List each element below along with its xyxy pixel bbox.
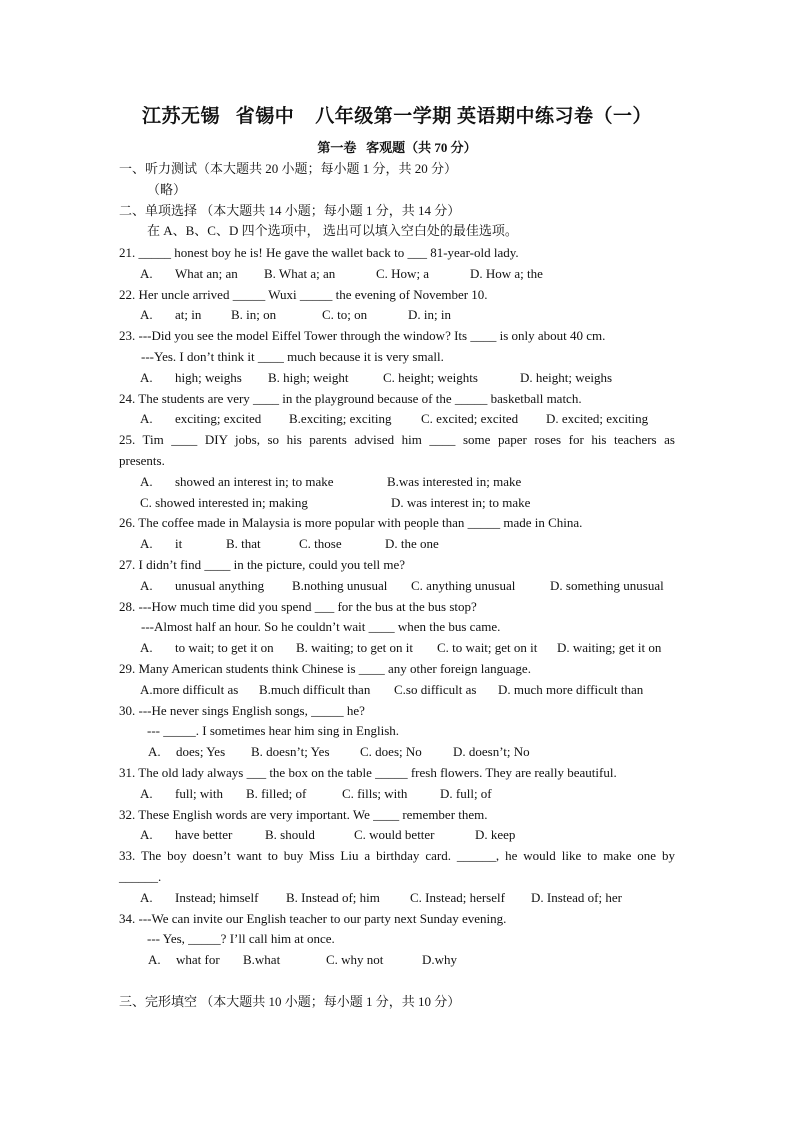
option-a: A.more difficult as <box>140 682 239 697</box>
question-34-stem-2: --- Yes, _____? I’ll call him at once. <box>147 931 335 946</box>
option-a: showed an interest in; to make <box>175 474 334 489</box>
option-b: B. Instead of; him <box>286 890 380 905</box>
question-23-options <box>0 370 794 386</box>
option-d: D. Instead of; her <box>531 890 622 905</box>
question-28-options <box>0 640 794 656</box>
question-24-options <box>0 411 794 427</box>
question-25-options-row-2 <box>0 495 794 511</box>
option-c: C. anything unusual <box>411 578 516 593</box>
option-b: B.exciting; exciting <box>289 411 392 426</box>
question-31-stem: 31. The old lady always ___ the box on the table _____ fresh flowers. They are really beautiful. <box>119 765 617 780</box>
option-a-label: A. <box>140 266 153 281</box>
option-a-label: A. <box>140 786 153 801</box>
option-b: B. waiting; to get on it <box>296 640 413 655</box>
option-b: B. doesn’t; Yes <box>251 744 330 759</box>
question-30-stem-2: --- _____. I sometimes hear him sing in English. <box>147 723 400 738</box>
option-c: C. to wait; get on it <box>437 640 538 655</box>
option-b: B. high; weight <box>268 370 349 385</box>
question-32-stem: 32. These English words are very important. We ____ remember them. <box>119 807 488 822</box>
option-d: D. excited; exciting <box>546 411 649 426</box>
question-29-stem: 29. Many American students think Chinese is ____ any other foreign language. <box>119 661 531 676</box>
question-31-options <box>0 786 794 802</box>
option-a: does; Yes <box>176 744 226 759</box>
option-c: C. to; on <box>322 307 368 322</box>
question-26-stem: 26. The coffee made in Malaysia is more popular with people than _____ made in China. <box>119 515 583 530</box>
option-d: D. How a; the <box>470 266 543 281</box>
option-b: B. in; on <box>231 307 277 322</box>
section2-heading: 二、单项选择 （本大题共 14 小题；每小题 1 分，共 14 分） <box>119 203 461 218</box>
option-d: D. the one <box>385 536 439 551</box>
option-b: B. should <box>265 827 315 842</box>
option-a: What an; an <box>175 266 238 281</box>
option-b: B.was interested in; make <box>387 474 522 489</box>
option-a-label: A. <box>140 536 153 551</box>
option-c: C. why not <box>326 952 384 967</box>
option-a: what for <box>176 952 220 967</box>
option-d: D. waiting; get it on <box>557 640 662 655</box>
question-26-options <box>0 536 794 552</box>
question-28-stem: 28. ---How much time did you spend ___ for the bus at the bus stop? <box>119 599 477 614</box>
exam-subtitle: 第一卷 客观题（共 70 分） <box>317 140 477 155</box>
question-24-stem: 24. The students are very ____ in the playground because of the _____ basketball match. <box>119 391 582 406</box>
question-33-options <box>0 890 794 906</box>
question-21-stem: 21. _____ honest boy he is! He gave the wallet back to ___ 81-year-old lady. <box>119 245 519 260</box>
option-d: D.why <box>422 952 458 967</box>
option-a: exciting; excited <box>175 411 262 426</box>
option-c: C. would better <box>354 827 435 842</box>
option-a-label: A. <box>140 411 153 426</box>
option-a-label: A. <box>140 370 153 385</box>
question-21-options <box>0 266 794 282</box>
option-d: D. was interest in; to make <box>391 495 531 510</box>
question-25-stem: 25. Tim ____ DIY jobs, so his parents advised him ____ some paper roses for his teachers as <box>119 432 675 447</box>
option-c: C. those <box>299 536 342 551</box>
option-d: D. doesn’t; No <box>453 744 530 759</box>
question-30-options <box>0 744 794 760</box>
option-a-label: A. <box>148 952 161 967</box>
option-c: C. How; a <box>376 266 430 281</box>
option-c: C. Instead; herself <box>410 890 505 905</box>
option-b: B.what <box>243 952 281 967</box>
question-23-stem: 23. ---Did you see the model Eiffel Tower through the window? Its ____ is only about 40 cm. <box>119 328 606 343</box>
option-b: B. that <box>226 536 261 551</box>
option-a: have better <box>175 827 233 842</box>
question-22-stem: 22. Her uncle arrived _____ Wuxi _____ the evening of November 10. <box>119 287 488 302</box>
option-d: D. much more difficult than <box>498 682 644 697</box>
option-b: B. What a; an <box>264 266 336 281</box>
option-a: Instead; himself <box>175 890 259 905</box>
question-29-options <box>0 682 794 698</box>
question-27-stem: 27. I didn’t find ____ in the picture, could you tell me? <box>119 557 406 572</box>
question-32-options <box>0 827 794 843</box>
option-a-label: A. <box>140 640 153 655</box>
option-a: it <box>175 536 183 551</box>
option-b: B.much difficult than <box>259 682 371 697</box>
option-a-label: A. <box>148 744 161 759</box>
section1-heading: 一、听力测试（本大题共 20 小题；每小题 1 分，共 20 分） <box>119 161 458 176</box>
option-c: C. excited; excited <box>421 411 519 426</box>
question-33-stem-2: ______. <box>119 869 162 884</box>
question-25-stem-2: presents. <box>119 453 165 468</box>
option-a: full; with <box>175 786 224 801</box>
question-34-options <box>0 952 794 968</box>
option-a-label: A. <box>140 474 153 489</box>
section3-heading: 三、完形填空 （本大题共 10 小题；每小题 1 分，共 10 分） <box>119 994 461 1009</box>
section1-note: （略） <box>147 182 187 197</box>
option-d: D. full; of <box>440 786 492 801</box>
option-a: at; in <box>175 307 202 322</box>
question-34-stem: 34. ---We can invite our English teacher to our party next Sunday evening. <box>119 911 507 926</box>
option-a-label: A. <box>140 307 153 322</box>
question-28-stem-2: ---Almost half an hour. So he couldn’t wait ____ when the bus came. <box>141 619 501 634</box>
option-a: high; weighs <box>175 370 242 385</box>
option-c: C. fills; with <box>342 786 408 801</box>
option-a-label: A. <box>140 890 153 905</box>
section2-instruction: 在 A、B、C、D 四个选项中， 选出可以填入空白处的最佳选项。 <box>147 223 518 238</box>
option-d: D. in; in <box>408 307 451 322</box>
question-30-stem: 30. ---He never sings English songs, _____ he? <box>119 703 365 718</box>
option-d: D. something unusual <box>550 578 664 593</box>
option-a-label: A. <box>140 827 153 842</box>
option-a: unusual anything <box>175 578 265 593</box>
option-c: C. showed interested in; making <box>140 495 308 510</box>
question-33-stem: 33. The boy doesn’t want to buy Miss Liu a birthday card. ______, he would like to make one by <box>119 848 675 863</box>
option-b: B.nothing unusual <box>292 578 388 593</box>
option-a: to wait; to get it on <box>175 640 274 655</box>
option-d: D. height; weighs <box>520 370 613 385</box>
question-23-stem-2: ---Yes. I don’t think it ____ much because it is very small. <box>141 349 444 364</box>
option-a-label: A. <box>140 578 153 593</box>
exam-title: 江苏无锡 省锡中 八年级第一学期 英语期中练习卷（一） <box>141 106 652 127</box>
question-27-options <box>0 578 794 594</box>
question-25-options-row-1 <box>0 474 794 490</box>
option-b: B. filled; of <box>246 786 307 801</box>
option-c: C.so difficult as <box>394 682 477 697</box>
option-c: C. height; weights <box>383 370 478 385</box>
question-22-options <box>0 307 794 323</box>
option-c: C. does; No <box>360 744 422 759</box>
option-d: D. keep <box>475 827 516 842</box>
